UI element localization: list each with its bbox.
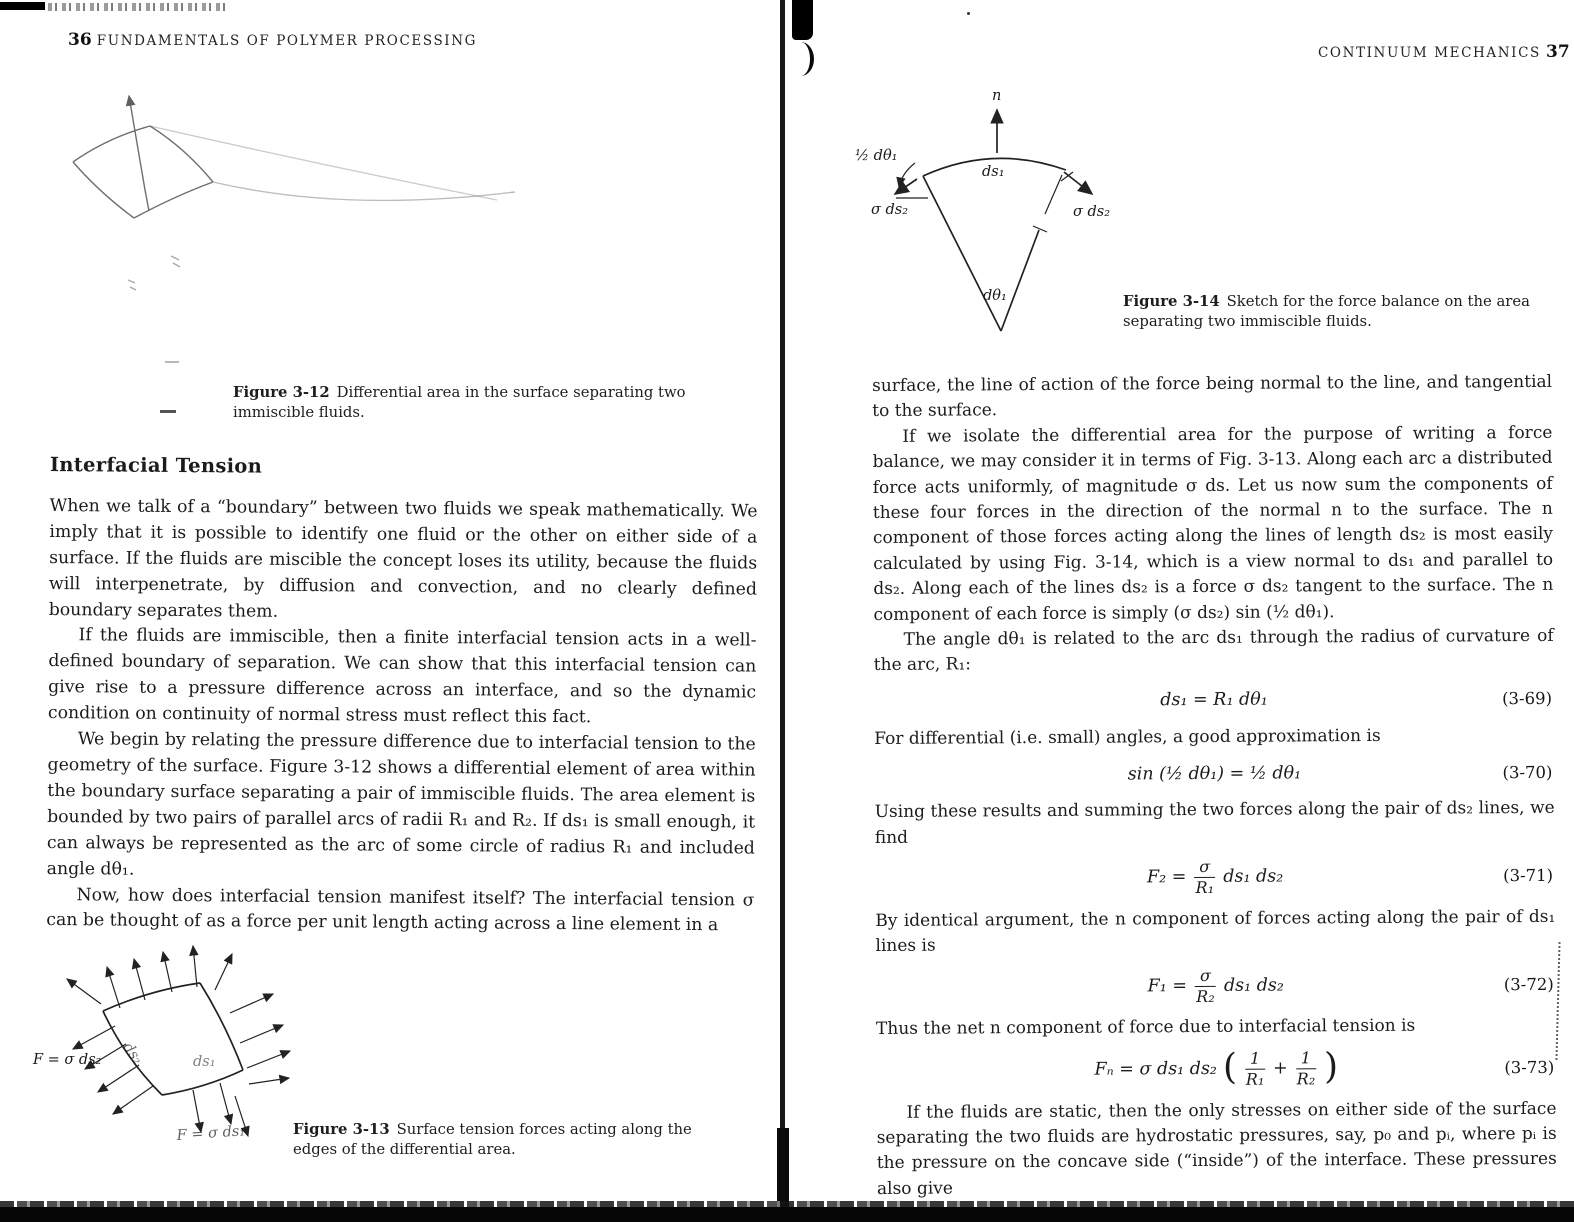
scan-artifact-bottom-bar: [0, 1207, 1574, 1222]
paragraph: Using these results and summing the two forces along the pair of ds₂ lines, we find: [874, 798, 1555, 848]
figure-3-13-caption: [293, 1120, 725, 1160]
figure-3-12-caption-text: Differential area in the surface separating two immiscible fluids.: [233, 384, 686, 421]
figure-3-14-caption: [1123, 292, 1574, 332]
equation-3-72: [876, 965, 1556, 1009]
scan-artifact-gutter-curve: [797, 42, 814, 76]
equation-body: [1094, 1045, 1339, 1090]
equation-3-73: [876, 1045, 1556, 1092]
figure-3-14-diagram: [833, 80, 1133, 350]
paragraph: By identical argument, the n component of forces acting along the pair of ds₁ lines is: [875, 906, 1556, 957]
fraction-denominator: R₂: [1196, 986, 1215, 1007]
fraction-denominator: R₁: [1195, 878, 1215, 898]
plus-sign: +: [1273, 1058, 1288, 1079]
ds2-edge-label: ds₂: [119, 1039, 146, 1068]
fraction-numerator: σ: [1194, 858, 1215, 879]
left-page-text-column: [46, 452, 758, 940]
figure-3-14-caption-text: Sketch for the force balance on the area separating two immiscible fluids.: [1123, 293, 1530, 330]
force-bottom-label: F = σ ds₁: [176, 1123, 246, 1144]
equation-number: (3-71): [1503, 866, 1554, 886]
left-page-number: 36: [68, 30, 92, 50]
paragraph: If the fluids are immiscible, then a finite interfacial tension acts in a well-defined boundary of separation. We can show that this interfacial tension can give rise to a pressure difference across an interface, and so the dynamic condition on continuity of normal stress must reflect this fact.: [47, 625, 757, 728]
figure-3-13-caption-label: Figure 3-13: [293, 1121, 390, 1138]
equation-3-69: [874, 684, 1554, 718]
right-page-number: 37: [1545, 42, 1570, 62]
left-running-head: FUNDAMENTALS OF POLYMER PROCESSING: [96, 33, 478, 49]
equation-number: (3-72): [1503, 974, 1554, 995]
equation-rhs: ds₁ ds₂: [1223, 975, 1284, 996]
scan-artifact-top-left-bar: [0, 2, 45, 10]
figure-3-13-caption-text: Surface tension forces acting along the edges of the differential area.: [293, 1121, 692, 1158]
fraction-numerator: 1: [1296, 1049, 1316, 1070]
scan-artifact-gutter-blob-top: [792, 0, 813, 40]
normal-vector-label: n: [992, 88, 1002, 104]
fraction-denominator: R₂: [1296, 1069, 1316, 1089]
fraction: [1296, 1049, 1316, 1089]
ds1-arc-label: ds₁: [982, 164, 1005, 180]
equation-rhs: ds₁ ds₂: [1223, 866, 1284, 888]
force-left-label: F = σ ds₂: [33, 1052, 102, 1068]
left-page-header: [68, 30, 477, 50]
equation-body: [1147, 966, 1284, 1007]
fraction-numerator: σ: [1195, 967, 1216, 988]
right-page-text-column: [872, 370, 1557, 1202]
half-dtheta-label: ½ dθ₁: [855, 148, 898, 164]
equation-3-70: [874, 757, 1554, 791]
figure-3-12-caption-label: Figure 3-12: [233, 384, 330, 401]
equation-number: (3-73): [1504, 1057, 1555, 1078]
equation-lhs: Fₙ = σ ds₁ ds₂: [1094, 1058, 1217, 1080]
scan-artifact-dash: [160, 410, 176, 413]
figure-3-12-diagram: [45, 78, 525, 388]
paragraph: For differential (i.e. small) angles, a good approximation is: [874, 725, 1381, 749]
sigma-ds2-right-label: σ ds₂: [1073, 204, 1111, 220]
scan-artifact-gutter-blob-bottom: [777, 1128, 789, 1208]
open-paren: (: [1222, 1046, 1238, 1088]
fraction: [1195, 967, 1216, 1007]
scan-artifact-dot: [967, 12, 970, 15]
paragraph: surface, the line of action of the force being normal to the line, and tangential to the surface.: [872, 371, 1553, 422]
sigma-ds2-left-label: σ ds₂: [871, 202, 909, 218]
figure-3-13-diagram: [25, 938, 365, 1200]
paragraph: If the fluids are static, then the only stresses on either side of the surface separating the two fluids are hydrostatic pressures, say, p₀ and pᵢ, where pᵢ is the pressure on the concave side (“inside”) of the interface. These pressures also give: [876, 1098, 1557, 1199]
right-running-head: CONTINUUM MECHANICS: [1318, 45, 1541, 61]
right-page-header: [1318, 42, 1570, 62]
dtheta-vertex-label: dθ₁: [983, 288, 1007, 304]
figure-3-14-caption-label: Figure 3-14: [1123, 293, 1220, 310]
scan-artifact-top-smudge: [48, 3, 230, 11]
equation-lhs: F₁ =: [1147, 975, 1188, 997]
equation-lhs: F₂ =: [1146, 867, 1187, 888]
close-paren: ): [1323, 1045, 1339, 1087]
fraction: [1194, 858, 1215, 898]
paragraph: Thus the net n component of force due to interfacial tension is: [875, 1016, 1416, 1040]
equation-body: [1147, 858, 1284, 899]
fraction-denominator: R₁: [1245, 1069, 1265, 1089]
equation-body: sin (½ dθ₁) = ½ dθ₁: [1127, 762, 1302, 785]
equation-number: (3-69): [1501, 689, 1553, 709]
fraction-numerator: 1: [1245, 1049, 1265, 1070]
section-heading: Interfacial Tension: [49, 452, 263, 478]
equation-number: (3-70): [1502, 762, 1553, 782]
figure-3-12-caption: [233, 383, 738, 423]
paragraph: When we talk of a “boundary” between two fluids we speak mathematically. We imply that it is possible to identify one fluid or the other on either side of a surface. If the fluids are miscible the concept loses its utility, because the fluids will interpenetrate, by diffusion and convection, and no clearly defined boundary separates them.: [48, 495, 758, 622]
scan-artifact-right-squiggle: [1555, 942, 1560, 1060]
fraction: [1245, 1049, 1265, 1089]
paragraph: If we isolate the differential area for the purpose of writing a force balance, we may consider it in terms of Fig. 3-13. Along each arc a distributed force acts uniformly, of magnitude σ ds. Let us now sum the components of these four forces in the direction of the normal n to the surface. The n component of those forces acting along the lines of length ds₂ is most easily calculated by using Fig. 3-14, which is a view normal to ds₁ and parallel to ds₂. Along each of the lines ds₂ is a force σ ds₂ tangent to the surface. The n component of each force is simply (σ ds₂) sin (½ dθ₁).: [872, 422, 1554, 625]
ds1-edge-label: ds₁: [193, 1054, 216, 1070]
equation-body: ds₁ = R₁ dθ₁: [1160, 689, 1268, 711]
scan-artifact-gutter-line: [780, 0, 785, 1222]
paragraph: The angle dθ₁ is related to the arc ds₁ through the radius of curvature of the arc, R₁:: [873, 625, 1554, 676]
equation-3-71: [875, 856, 1555, 900]
paragraph: We begin by relating the pressure difference due to interfacial tension to the geometry of the surface. Figure 3-12 shows a differential element of area within the boundary surface separating a pair of immiscible fluids. The area element is bounded by two pairs of parallel arcs of radii R₁ and R₂. If ds₁ is small enough, it can always be represented as the arc of some circle of radius R₁ and included angle dθ₁.: [46, 729, 756, 880]
paragraph: Now, how does interfacial tension manifest itself? The interfacial tension σ can be thought of as a force per unit length acting across a line element in a: [46, 884, 755, 936]
